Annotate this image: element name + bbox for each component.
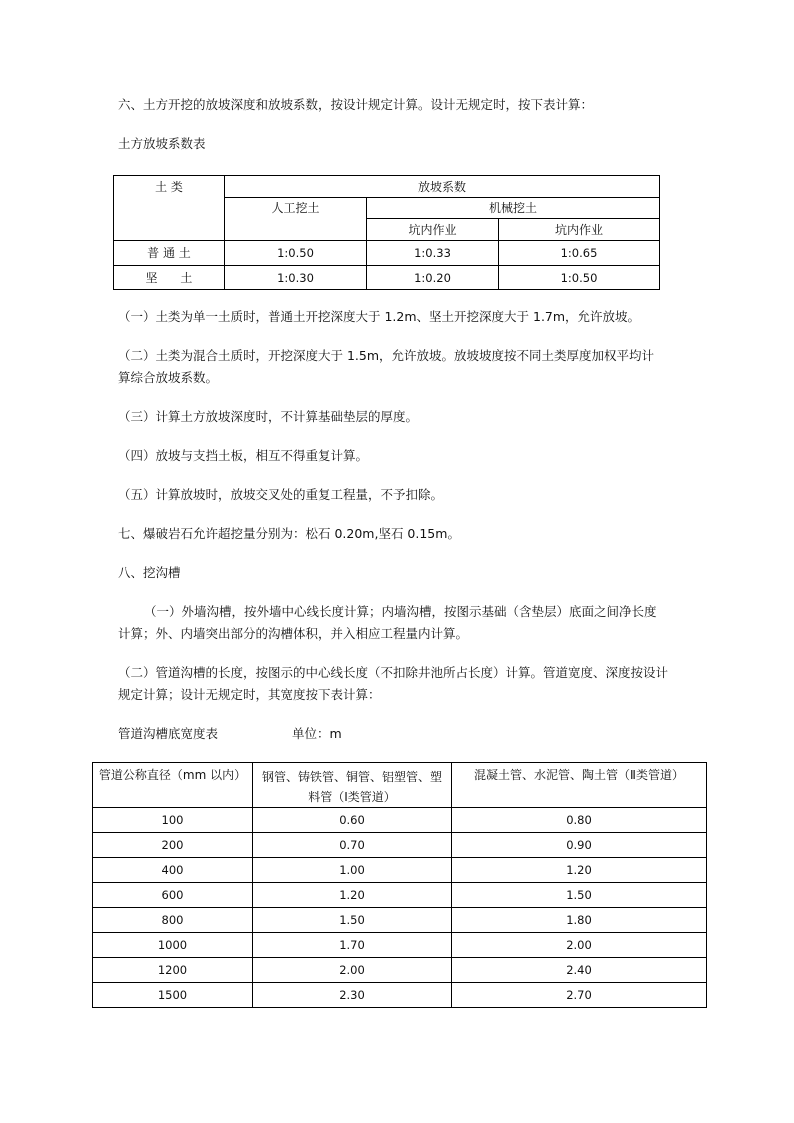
class2-cell: 0.90 bbox=[452, 833, 707, 858]
section-7-text: 七、爆破岩石允许超挖量分别为：松石 0.20m,坚石 0.15m。 bbox=[118, 526, 460, 541]
note-5: （五）计算放坡时，放坡交叉处的重复工程量，不予扣除。 bbox=[118, 487, 444, 502]
trench-width-table bbox=[92, 762, 707, 1008]
table-row bbox=[93, 958, 707, 983]
class1-cell: 1.50 bbox=[253, 908, 452, 933]
table-row bbox=[93, 833, 707, 858]
class1-cell: 0.70 bbox=[253, 833, 452, 858]
note-2: （二）土类为混合土质时，开挖深度大于 1.5m，允许放坡。放坡坡度按不同土类厚度加权平均计算综合放坡系数。 bbox=[118, 348, 655, 385]
class1-cell: 0.60 bbox=[253, 808, 452, 833]
soil-cell: 坚 土 bbox=[114, 266, 225, 290]
note-1: （一）土类为单一土质时，普通土开挖深度大于 1.2m、坚土开挖深度大于 1.7m，允许放坡。 bbox=[118, 309, 641, 324]
class2-cell: 1.20 bbox=[452, 858, 707, 883]
diameter-cell: 1500 bbox=[93, 983, 253, 1008]
header-soil-type: 土 类 bbox=[114, 176, 225, 241]
diameter-cell: 400 bbox=[93, 858, 253, 883]
pit2-cell: 1:0.65 bbox=[499, 241, 660, 266]
header-manual-digging: 人工挖土 bbox=[225, 198, 367, 241]
table-row bbox=[114, 241, 660, 266]
diameter-cell: 600 bbox=[93, 883, 253, 908]
diameter-cell: 200 bbox=[93, 833, 253, 858]
pit2-cell: 1:0.50 bbox=[499, 266, 660, 290]
header-machine-digging: 机械挖土 bbox=[367, 198, 660, 219]
diameter-cell: 100 bbox=[93, 808, 253, 833]
table1-title: 土方放坡系数表 bbox=[118, 136, 206, 151]
manual-cell: 1:0.50 bbox=[225, 241, 367, 266]
table2-title: 管道沟槽底宽度表 bbox=[118, 726, 219, 741]
header-pit-work-1: 坑内作业 bbox=[367, 219, 499, 241]
diameter-cell: 1000 bbox=[93, 933, 253, 958]
diameter-cell: 800 bbox=[93, 908, 253, 933]
soil-cell: 普 通 土 bbox=[114, 241, 225, 266]
section-6-text: 六、土方开挖的放坡深度和放坡系数，按设计规定计算。设计无规定时，按下表计算： bbox=[118, 97, 594, 112]
diameter-cell: 1200 bbox=[93, 958, 253, 983]
class2-cell: 1.80 bbox=[452, 908, 707, 933]
class2-cell: 2.00 bbox=[452, 933, 707, 958]
table-row bbox=[93, 908, 707, 933]
pit1-cell: 1:0.20 bbox=[367, 266, 499, 290]
table-row bbox=[93, 808, 707, 833]
class1-cell: 2.00 bbox=[253, 958, 452, 983]
header-class-1-pipe: 钢管、铸铁管、铜管、铝塑管、塑料管（Ⅰ类管道） bbox=[253, 763, 452, 808]
class1-cell: 1.20 bbox=[253, 883, 452, 908]
section-8-heading: 八、挖沟槽 bbox=[118, 565, 181, 580]
section-8-item-2: （二）管道沟槽的长度，按图示的中心线长度（不扣除井池所占长度）计算。管道宽度、深度按设计规定计算；设计无规定时，其宽度按下表计算： bbox=[118, 665, 669, 702]
table2-unit: 单位：m bbox=[292, 726, 342, 741]
header-nominal-diameter: 管道公称直径（mm 以内） bbox=[93, 763, 253, 808]
class2-cell: 1.50 bbox=[452, 883, 707, 908]
class2-cell: 2.70 bbox=[452, 983, 707, 1008]
class2-cell: 2.40 bbox=[452, 958, 707, 983]
header-slope-coefficient: 放坡系数 bbox=[225, 176, 660, 198]
table-row bbox=[93, 933, 707, 958]
manual-cell: 1:0.30 bbox=[225, 266, 367, 290]
class1-cell: 1.00 bbox=[253, 858, 452, 883]
table-row bbox=[114, 266, 660, 290]
class1-cell: 1.70 bbox=[253, 933, 452, 958]
pit1-cell: 1:0.33 bbox=[367, 241, 499, 266]
class1-cell: 2.30 bbox=[253, 983, 452, 1008]
note-4: （四）放坡与支挡土板，相互不得重复计算。 bbox=[118, 448, 369, 463]
class2-cell: 0.80 bbox=[452, 808, 707, 833]
table-row bbox=[93, 983, 707, 1008]
table-row bbox=[93, 883, 707, 908]
section-8-item-1: （一）外墙沟槽，按外墙中心线长度计算；内墙沟槽，按图示基础（含垫层）底面之间净长度计算；外、内墙突出部分的沟槽体积，并入相应工程量内计算。 bbox=[118, 604, 657, 641]
table-row bbox=[93, 858, 707, 883]
note-3: （三）计算土方放坡深度时，不计算基础垫层的厚度。 bbox=[118, 409, 419, 424]
header-class-2-pipe: 混凝土管、水泥管、陶土管（Ⅱ类管道） bbox=[452, 763, 707, 808]
slope-coefficient-table bbox=[113, 175, 660, 290]
header-pit-work-2: 坑内作业 bbox=[499, 219, 660, 241]
